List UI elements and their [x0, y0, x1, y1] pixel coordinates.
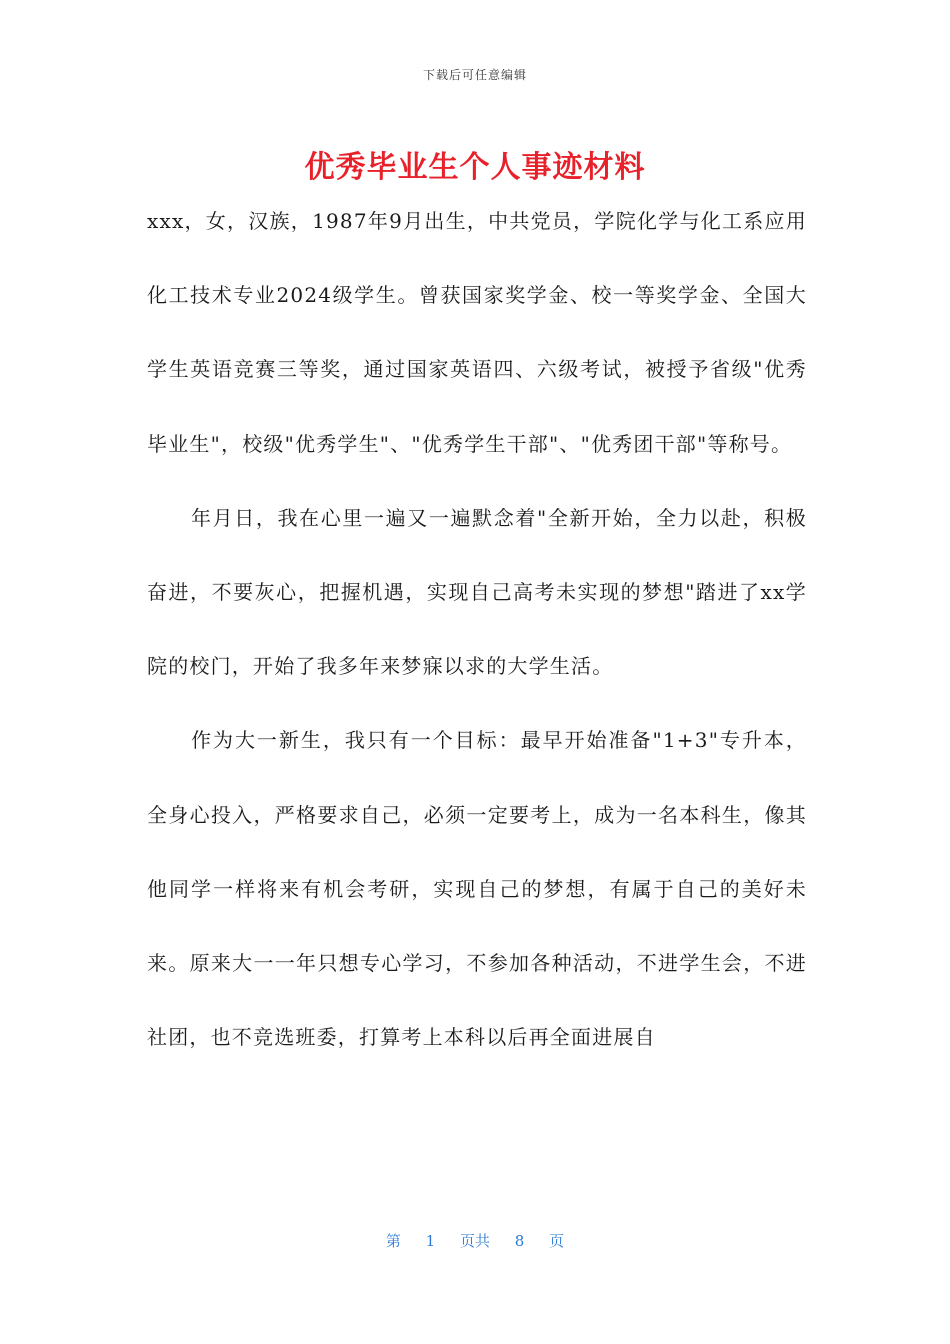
current-page-number: 1	[425, 1232, 436, 1250]
document-body	[147, 184, 807, 1074]
header-note: 下载后可任意编辑	[422, 68, 527, 82]
page-label-suffix: 页	[549, 1232, 565, 1250]
page-label-middle: 页共	[459, 1232, 490, 1250]
total-pages-number: 8	[514, 1232, 525, 1250]
document-title: 优秀毕业生个人事迹材料	[304, 150, 646, 185]
paragraph-2: 年月日，我在心里一遍又一遍默念着"全新开始，全力以赴，积极奋进，不要灰心，把握机遇，实现自己高考未实现的梦想"踏进了xx学院的校门，开始了我多年来梦寐以求的大学生活。	[147, 505, 807, 679]
page-footer	[0, 1230, 950, 1251]
paragraph-1: xxx，女，汉族，1987年9月出生，中共党员，学院化学与化工系应用化工技术专业2024级学生。曾获国家奖学金、校一等奖学金、全国大学生英语竞赛三等奖，通过国家英语四、六级考试，被授予省级"优秀毕业生"，校级"优秀学生"、"优秀学生干部"、"优秀团干部"等称号。	[147, 209, 807, 456]
paragraph-3: 作为大一新生，我只有一个目标：最早开始准备"1+3"专升本，全身心投入，严格要求自己，必须一定要考上，成为一名本科生，像其他同学一样将来有机会考研，实现自己的梦想，有属于自己的美好未来。原来大一一年只想专心学习，不参加各种活动，不进学生会，不进社团，也不竞选班委，打算考上本科以后再全面进展自	[147, 728, 807, 1050]
page-label-prefix: 第	[385, 1232, 401, 1250]
